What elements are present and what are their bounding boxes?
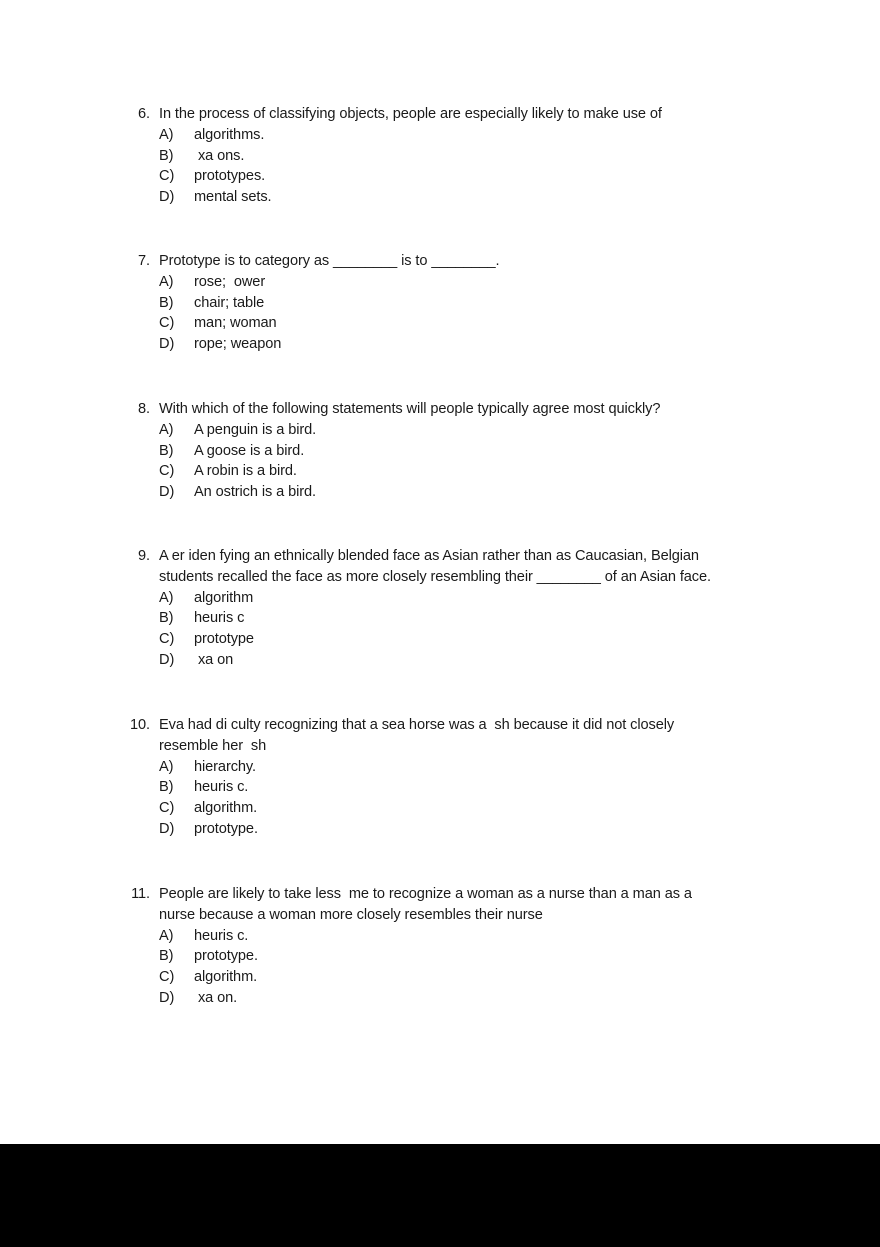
answer-option-d	[0, 988, 880, 1009]
question-number: 6.	[138, 106, 150, 122]
question-number: 7.	[138, 253, 150, 269]
answer-option-b	[0, 146, 880, 167]
question-11	[0, 884, 880, 1009]
question-text: A er iden fying an ethnically blended face as Asian rather than as Caucasian, Belgian	[159, 548, 699, 564]
question-text: In the process of classifying objects, people are especially likely to make use of	[159, 106, 662, 122]
question-text: students recalled the face as more closely resembling their ________ of an Asian face.	[159, 568, 711, 585]
option-letter: B)	[159, 948, 174, 965]
question-6	[0, 104, 880, 208]
answer-option-b	[0, 293, 880, 314]
question-7	[0, 251, 880, 355]
option-letter: B)	[159, 147, 174, 164]
option-text: mental sets.	[194, 189, 272, 206]
option-text: prototype.	[194, 948, 258, 965]
question-number: 11.	[131, 886, 150, 902]
question-stem-line	[0, 399, 880, 420]
option-letter: A)	[159, 758, 174, 775]
option-text: prototypes.	[194, 168, 266, 185]
option-letter: A)	[159, 126, 174, 143]
answer-option-c	[0, 313, 880, 334]
option-letter: D)	[159, 820, 175, 837]
option-letter: A)	[159, 421, 174, 438]
option-text: rope; weapon	[194, 336, 282, 353]
answer-option-a	[0, 588, 880, 609]
option-text: algorithms.	[194, 126, 265, 143]
option-letter: C)	[159, 631, 175, 648]
answer-option-b	[0, 441, 880, 462]
option-letter: D)	[159, 484, 175, 501]
answer-option-a	[0, 272, 880, 293]
question-stem-line	[0, 905, 880, 926]
option-letter: A)	[159, 927, 174, 944]
option-letter: C)	[159, 969, 175, 986]
option-text: An ostrich is a bird.	[194, 484, 316, 501]
answer-option-a	[0, 757, 880, 778]
answer-option-c	[0, 967, 880, 988]
question-text: Eva had di culty recognizing that a sea horse was a sh because it did not closely	[159, 717, 675, 733]
answer-option-c	[0, 461, 880, 482]
option-text: prototype.	[194, 820, 258, 837]
option-letter: B)	[159, 779, 174, 796]
question-text: People are likely to take less me to recognize a woman as a nurse than a man as a	[159, 886, 692, 902]
answer-option-a	[0, 420, 880, 441]
answer-option-c	[0, 798, 880, 819]
option-text: rose; ower	[194, 273, 266, 290]
question-text: With which of the following statements will people typically agree most quickly?	[159, 401, 661, 417]
question-text: nurse because a woman more closely resembles their nurse	[159, 906, 543, 923]
option-letter: B)	[159, 610, 174, 627]
option-letter: C)	[159, 315, 175, 332]
answer-option-d	[0, 819, 880, 840]
option-text: chair; table	[194, 294, 265, 311]
question-stem-line	[0, 884, 880, 905]
question-stem-line	[0, 715, 880, 736]
answer-option-d	[0, 482, 880, 503]
answer-option-d	[0, 650, 880, 671]
option-text: xa on	[194, 651, 234, 668]
option-letter: B)	[159, 442, 174, 459]
option-text: algorithm	[194, 589, 254, 606]
question-stem-line	[0, 251, 880, 272]
option-text: heuris c	[194, 610, 245, 627]
question-stem-line	[0, 736, 880, 757]
option-text: heuris c.	[194, 779, 249, 796]
question-9	[0, 546, 880, 671]
option-letter: D)	[159, 651, 175, 668]
option-text: man; woman	[194, 315, 277, 332]
option-text: A goose is a bird.	[194, 442, 305, 459]
answer-option-a	[0, 926, 880, 947]
question-stem-line	[0, 546, 880, 567]
answer-option-d	[0, 187, 880, 208]
question-stem-line	[0, 104, 880, 125]
option-letter: D)	[159, 989, 175, 1006]
answer-option-d	[0, 334, 880, 355]
option-text: hierarchy.	[194, 758, 256, 775]
question-10	[0, 715, 880, 840]
option-text: A penguin is a bird.	[194, 421, 317, 438]
question-8	[0, 399, 880, 503]
answer-option-a	[0, 125, 880, 146]
option-letter: D)	[159, 336, 175, 353]
question-number: 9.	[138, 548, 150, 564]
question-text: Prototype is to category as ________ is to ________.	[159, 253, 500, 269]
option-text: A robin is a bird.	[194, 463, 297, 480]
option-letter: C)	[159, 463, 175, 480]
option-text: algorithm.	[194, 800, 258, 817]
question-text: resemble her sh	[159, 737, 267, 754]
answer-option-b	[0, 946, 880, 967]
option-letter: A)	[159, 589, 174, 606]
option-text: xa on.	[194, 989, 238, 1006]
answer-option-c	[0, 629, 880, 650]
option-text: prototype	[194, 631, 254, 648]
option-letter: A)	[159, 273, 174, 290]
question-number: 8.	[138, 401, 150, 417]
option-letter: D)	[159, 189, 175, 206]
answer-option-c	[0, 166, 880, 187]
option-text: xa ons.	[194, 147, 245, 164]
answer-option-b	[0, 777, 880, 798]
option-text: algorithm.	[194, 969, 258, 986]
option-text: heuris c.	[194, 927, 249, 944]
question-stem-line	[0, 567, 880, 588]
bottom-black-band	[0, 1144, 880, 1247]
option-letter: C)	[159, 800, 175, 817]
option-letter: B)	[159, 294, 174, 311]
answer-option-b	[0, 608, 880, 629]
option-letter: C)	[159, 168, 175, 185]
question-number: 10.	[130, 717, 150, 733]
